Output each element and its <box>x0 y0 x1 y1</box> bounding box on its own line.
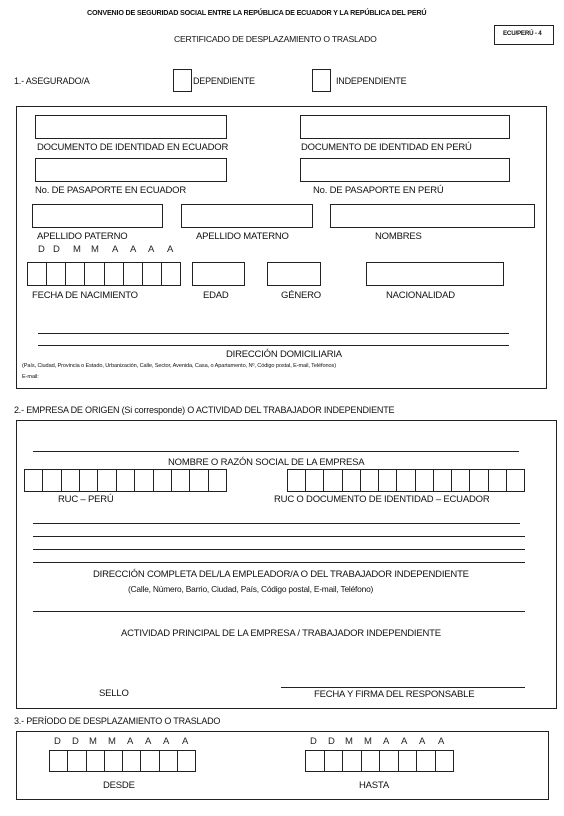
hasta-format-0: D <box>310 736 317 747</box>
dependiente-checkbox[interactable] <box>173 69 192 92</box>
pasaporte-ecuador-field[interactable] <box>35 158 227 182</box>
hasta-label: HASTA <box>359 780 389 791</box>
doc-peru-field[interactable] <box>300 115 510 139</box>
desde-cells[interactable] <box>49 750 196 772</box>
nacionalidad-field[interactable] <box>366 262 504 286</box>
email-label: E-mail: <box>22 374 39 380</box>
date-format-5: A <box>130 244 137 255</box>
direccion-line-2[interactable] <box>38 345 509 346</box>
ruc-ecuador-cells[interactable] <box>287 469 525 492</box>
hasta-format-4: A <box>383 736 390 747</box>
desde-format-6: A <box>163 736 170 747</box>
pasaporte-peru-field[interactable] <box>300 158 510 182</box>
ruc-peru-label: RUC – PERÚ <box>58 494 114 505</box>
form-code-box <box>494 25 554 45</box>
section1-title: 1.- ASEGURADO/A <box>14 76 90 86</box>
date-format-2: M <box>73 244 81 255</box>
hasta-format-3: M <box>364 736 372 747</box>
section3-title: 3.- PERÍODO DE DESPLAZAMIENTO O TRASLADO <box>14 716 221 726</box>
desde-format-4: A <box>127 736 134 747</box>
convenio-title: CONVENIO DE SEGURIDAD SOCIAL ENTRE LA REPÚBLICA DE ECUADOR Y LA REPÚBLICA DEL PERÚ <box>87 8 427 17</box>
pasaporte-ecuador-label: No. DE PASAPORTE EN ECUADOR <box>35 185 187 196</box>
form-code: ECU/PERÚ - 4 <box>503 30 542 37</box>
hasta-format-7: A <box>438 736 445 747</box>
date-format-1: D <box>53 244 60 255</box>
birth-date-cells[interactable] <box>27 262 181 286</box>
desde-format-7: A <box>182 736 189 747</box>
apellido-materno-field[interactable] <box>181 204 313 228</box>
section2-title: 2.- EMPRESA DE ORIGEN (Si corresponde) O ACTIVIDAD DEL TRABAJADOR INDEPENDIENTE <box>14 405 395 415</box>
firma-label: FECHA Y FIRMA DEL RESPONSABLE <box>314 689 475 700</box>
apellido-paterno-label: APELLIDO PATERNO <box>37 231 128 242</box>
fecha-nacimiento-label: FECHA DE NACIMIENTO <box>32 290 138 301</box>
direccion-hint: (País, Ciudad, Provincia o Estado, Urbanización, Calle, Sector, Avenida, Casa, o Apartamento, Nº, Código postal, E-mail, Teléfonos) <box>22 363 336 369</box>
direccion-label: DIRECCIÓN DOMICILIARIA <box>226 349 342 360</box>
direccion-empleador-line-3[interactable] <box>33 549 525 550</box>
hasta-format-6: A <box>419 736 426 747</box>
certificado-title: CERTIFICADO DE DESPLAZAMIENTO O TRASLADO <box>174 34 377 44</box>
nacionalidad-label: NACIONALIDAD <box>386 290 455 301</box>
desde-format-1: D <box>72 736 79 747</box>
genero-field[interactable] <box>267 262 321 286</box>
direccion-empleador-line-1[interactable] <box>33 523 520 524</box>
ruc-peru-cells[interactable] <box>24 469 227 492</box>
independiente-label: INDEPENDIENTE <box>336 76 407 86</box>
direccion-line-1[interactable] <box>38 333 509 334</box>
dependiente-label: DEPENDIENTE <box>193 76 255 86</box>
direccion-empleador-line-2[interactable] <box>33 536 525 537</box>
doc-peru-label: DOCUMENTO DE IDENTIDAD EN PERÚ <box>301 142 472 153</box>
razon-social-line[interactable] <box>33 451 519 452</box>
direccion-empleador-hint: (Calle, Número, Barrio, Ciudad, País, Código postal, E-mail, Teléfono) <box>128 584 374 594</box>
edad-field[interactable] <box>192 262 245 286</box>
desde-format-0: D <box>54 736 61 747</box>
date-format-6: A <box>148 244 155 255</box>
genero-label: GÉNERO <box>281 290 321 301</box>
date-format-3: M <box>91 244 99 255</box>
hasta-format-5: A <box>401 736 408 747</box>
desde-format-3: M <box>108 736 116 747</box>
date-format-7: A <box>167 244 174 255</box>
actividad-label: ACTIVIDAD PRINCIPAL DE LA EMPRESA / TRABAJADOR INDEPENDIENTE <box>121 628 441 639</box>
date-format-0: D <box>38 244 45 255</box>
hasta-cells[interactable] <box>305 750 454 772</box>
pasaporte-peru-label: No. DE PASAPORTE EN PERÚ <box>313 185 444 196</box>
desde-format-2: M <box>89 736 97 747</box>
nombres-field[interactable] <box>330 204 535 228</box>
desde-label: DESDE <box>103 780 135 791</box>
independiente-checkbox[interactable] <box>312 69 331 92</box>
apellido-materno-label: APELLIDO MATERNO <box>196 231 289 242</box>
apellido-paterno-field[interactable] <box>32 204 163 228</box>
ruc-ecuador-label: RUC O DOCUMENTO DE IDENTIDAD – ECUADOR <box>274 494 490 505</box>
hasta-format-1: D <box>328 736 335 747</box>
doc-ecuador-field[interactable] <box>35 115 227 139</box>
doc-ecuador-label: DOCUMENTO DE IDENTIDAD EN ECUADOR <box>37 142 229 153</box>
desde-format-5: A <box>145 736 152 747</box>
sello-label: SELLO <box>99 688 129 699</box>
direccion-empleador-label: DIRECCIÓN COMPLETA DEL/LA EMPLEADOR/A O DEL TRABAJADOR INDEPENDIENTE <box>93 569 469 580</box>
direccion-empleador-line-4[interactable] <box>33 562 525 563</box>
hasta-format-2: M <box>345 736 353 747</box>
edad-label: EDAD <box>203 290 229 301</box>
date-format-4: A <box>112 244 119 255</box>
firma-line[interactable] <box>281 687 525 688</box>
razon-social-label: NOMBRE O RAZÓN SOCIAL DE LA EMPRESA <box>168 457 365 468</box>
nombres-label: NOMBRES <box>375 231 422 242</box>
actividad-line[interactable] <box>33 611 525 612</box>
